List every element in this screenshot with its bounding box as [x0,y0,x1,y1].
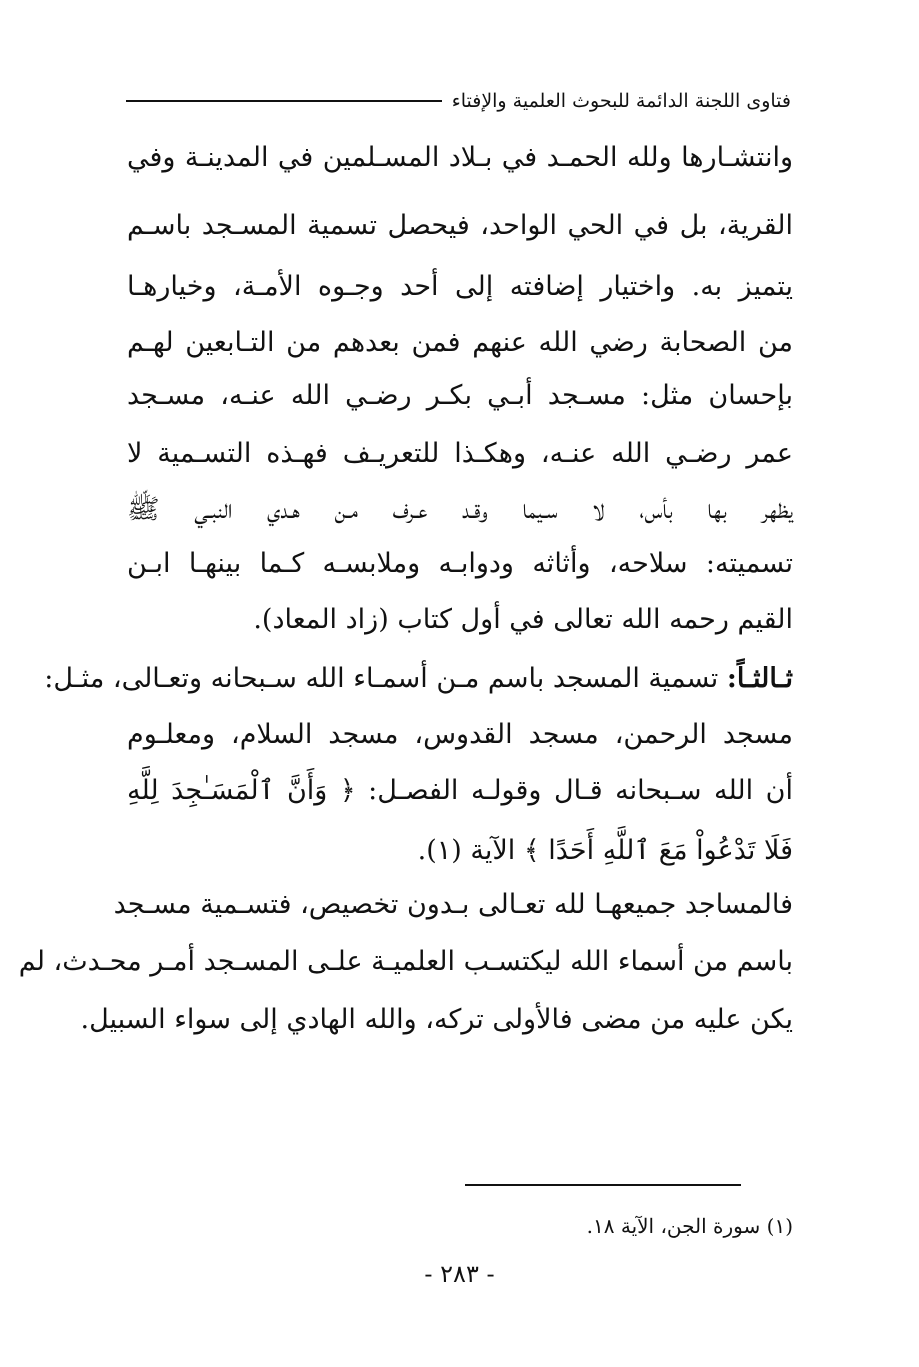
body-line: تسميته: سلاحه، وأثاثه ودوابـه وملابسـه كـما بينهـا ابـن [127,548,793,579]
header-rule [126,100,442,102]
body-line: من الصحابة رضي الله عنهم فمن بعدهم من التـابعين لهـم [127,327,793,358]
body-line: وانتشـارها ولله الحمـد في بـلاد المسـلمين في المدينـة وفي [127,142,793,173]
page-number: - ٢٨٣ - [424,1260,495,1288]
running-header [126,86,791,116]
body-line: يتميز به. واختيار إضافته إلى أحد وجـوه الأمـة، وخيارهـا [127,271,793,302]
third-point-line [44,655,793,703]
body-line: يظهر بها بأس، لا سـيما وقـد عـرف مـن هـدي النبـي ﷺ [127,494,793,525]
body-line: عمر رضـي الله عنـه، وهكـذا للتعريـف فهـذه التسـمية لا [127,438,793,469]
body-line: يكن عليه من مضى فالأولى تركه، والله الهادي إلى سواء السبيل. [80,1004,793,1035]
body-line: القرية، بل في الحي الواحد، فيحصل تسمية المسـجد باسـم [127,210,793,241]
body-line: فالمساجد جميعهـا لله تعـالى بـدون تخصيص، فتسـمية مسـجد [113,889,793,920]
body-line: باسم من أسماء الله ليكتسـب العلميـة علـى المسـجد أمـر محـدث، لم [18,946,793,977]
quran-verse-line: فَلَا تَدْعُواْ مَعَ ٱللَّهِ أَحَدًا ﴾ الآية (١). [417,835,793,866]
body-line: مسجد الرحمن، مسجد القدوس، مسجد السلام، ومعلـوم [127,719,793,750]
body-line: بإحسان مثل: مسـجد أبـي بكـر رضـي الله عنـه، مسـجد [127,380,793,411]
body-line: القيم رحمه الله تعالى في أول كتاب (زاد المعاد). [253,604,793,635]
footnote: (١) سورة الجن، الآية ١٨. [586,1214,793,1238]
footnote-separator [465,1184,741,1186]
third-point-text: تسمية المسجد باسم مـن أسمـاء الله سـبحانه وتعـالى، مثـل: [44,663,719,694]
quran-verse-line: أن الله سـبحانه قـال وقولـه الفصـل: ﴿ وَأَنَّ ٱلْمَسَـٰجِدَ لِلَّهِ [127,775,793,806]
third-point-label: ثـالثـاً: [726,663,793,694]
running-header-title: فتاوى اللجنة الدائمة للبحوث العلمية والإفتاء [451,90,791,112]
